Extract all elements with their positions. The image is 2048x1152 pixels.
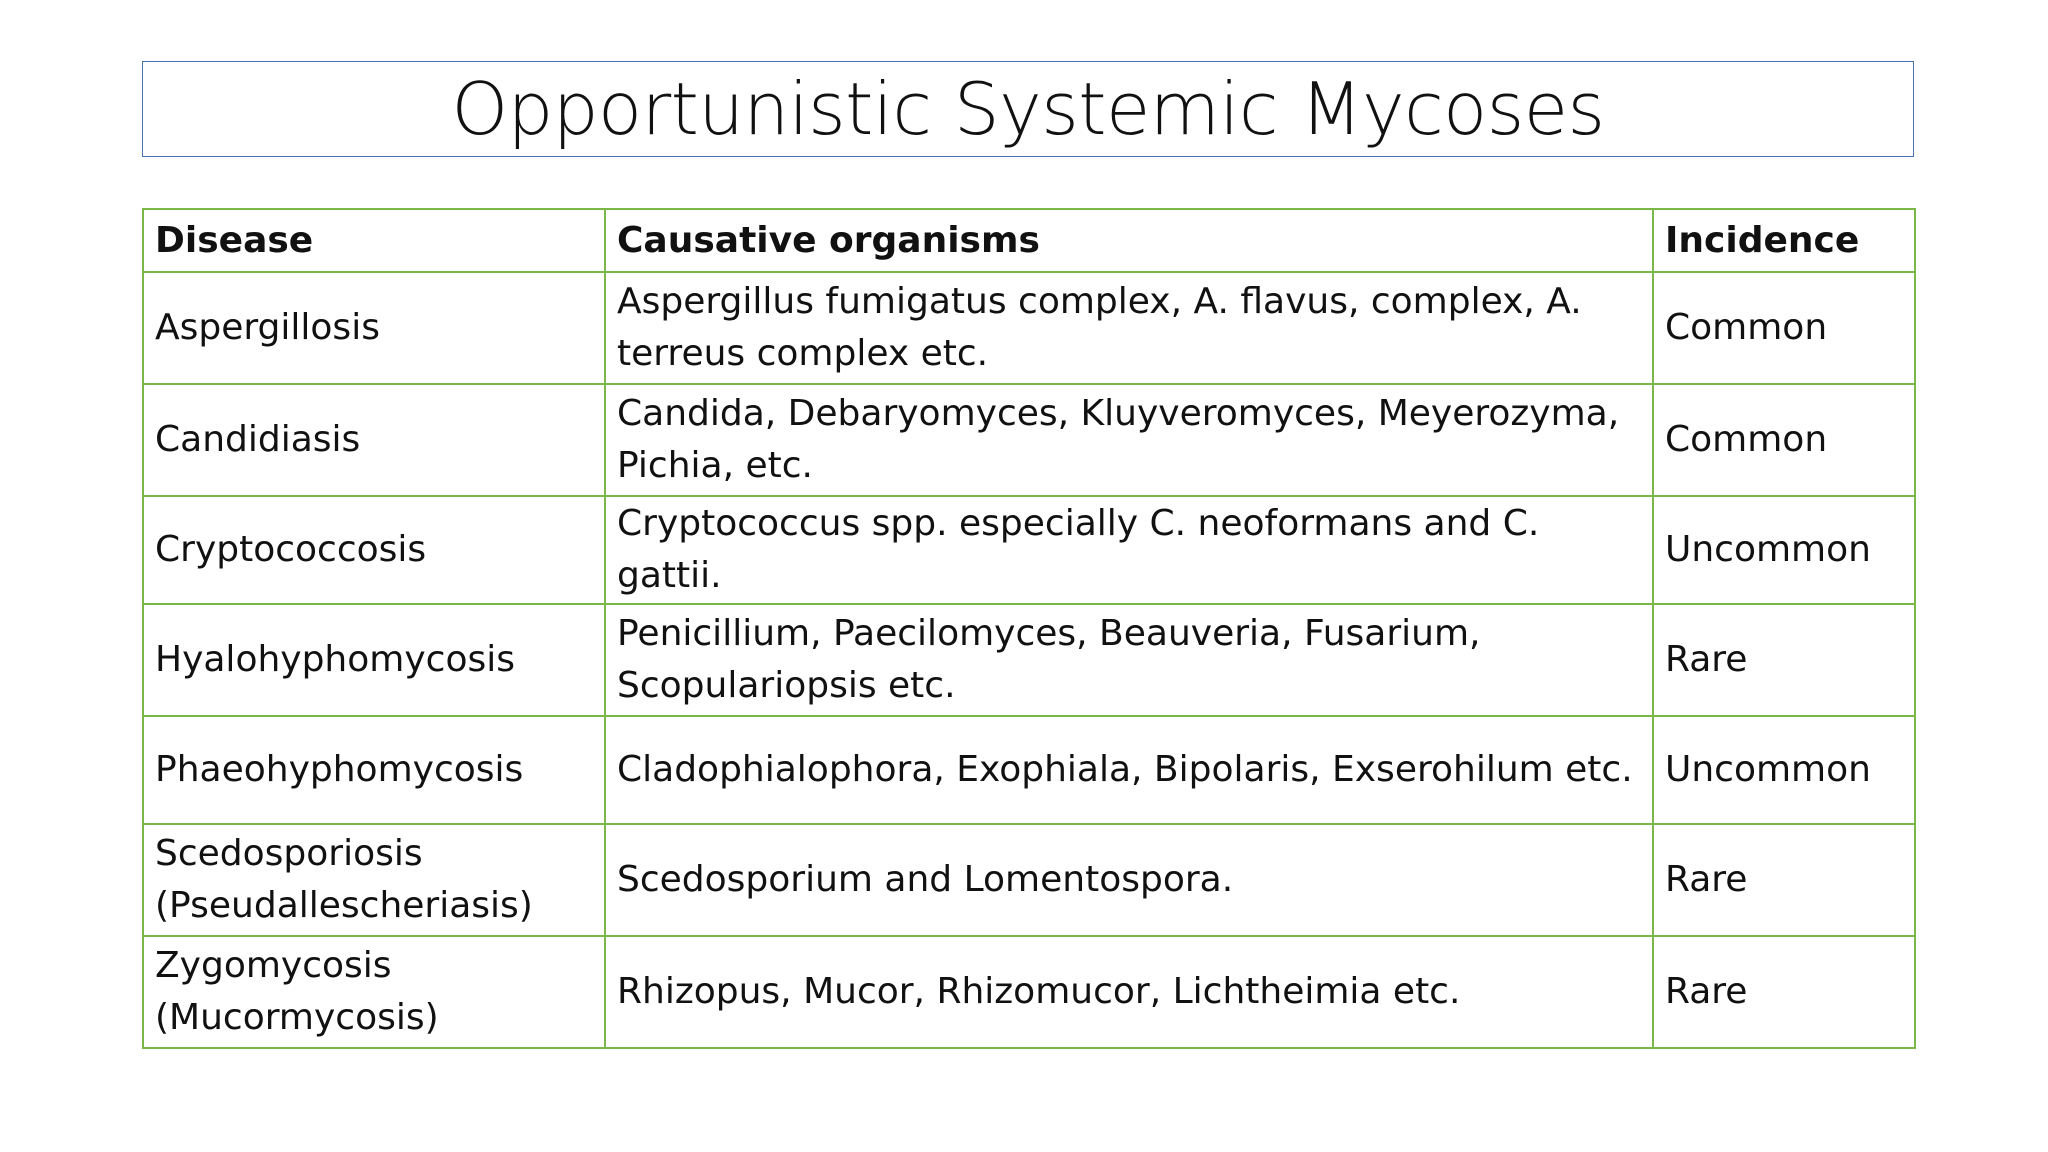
incidence-cell: Rare: [1653, 824, 1915, 936]
organisms-cell: Cladophialophora, Exophiala, Bipolaris, Exserohilum etc.: [605, 716, 1653, 824]
header-causative-organisms: Causative organisms: [605, 209, 1653, 272]
table-header-row: [143, 209, 1915, 272]
disease-cell: Phaeohyphomycosis: [143, 716, 605, 824]
disease-cell: Hyalohyphomycosis: [143, 604, 605, 716]
organisms-cell: Candida, Debaryomyces, Kluyveromyces, Meyerozyma, Pichia, etc.: [605, 384, 1653, 496]
disease-cell: Scedosporiosis (Pseudallescheriasis): [143, 824, 605, 936]
table-row: [143, 936, 1915, 1048]
organisms-cell: Cryptococcus spp. especially C. neoformans and C. gattii.: [605, 496, 1653, 604]
disease-cell: Cryptococcosis: [143, 496, 605, 604]
incidence-cell: Uncommon: [1653, 716, 1915, 824]
organisms-cell: Penicillium, Paecilomyces, Beauveria, Fusarium, Scopulariopsis etc.: [605, 604, 1653, 716]
disease-cell: Candidiasis: [143, 384, 605, 496]
organisms-cell: Aspergillus fumigatus complex, A. flavus, complex, A. terreus complex etc.: [605, 272, 1653, 384]
header-incidence: Incidence: [1653, 209, 1915, 272]
table-row: [143, 824, 1915, 936]
incidence-cell: Common: [1653, 272, 1915, 384]
incidence-cell: Uncommon: [1653, 496, 1915, 604]
incidence-cell: Rare: [1653, 936, 1915, 1048]
table-row: [143, 496, 1915, 604]
disease-cell: Zygomycosis (Mucormycosis): [143, 936, 605, 1048]
header-disease: Disease: [143, 209, 605, 272]
table-row: [143, 716, 1915, 824]
mycoses-table: [142, 208, 1916, 1049]
table-row: [143, 604, 1915, 716]
organisms-cell: Scedosporium and Lomentospora.: [605, 824, 1653, 936]
organisms-cell: Rhizopus, Mucor, Rhizomucor, Lichtheimia etc.: [605, 936, 1653, 1048]
table-row: [143, 384, 1915, 496]
table-row: [143, 272, 1915, 384]
incidence-cell: Common: [1653, 384, 1915, 496]
disease-cell: Aspergillosis: [143, 272, 605, 384]
title-box: [142, 61, 1914, 157]
slide-title: Opportunistic Systemic Mycoses: [451, 67, 1605, 151]
incidence-cell: Rare: [1653, 604, 1915, 716]
